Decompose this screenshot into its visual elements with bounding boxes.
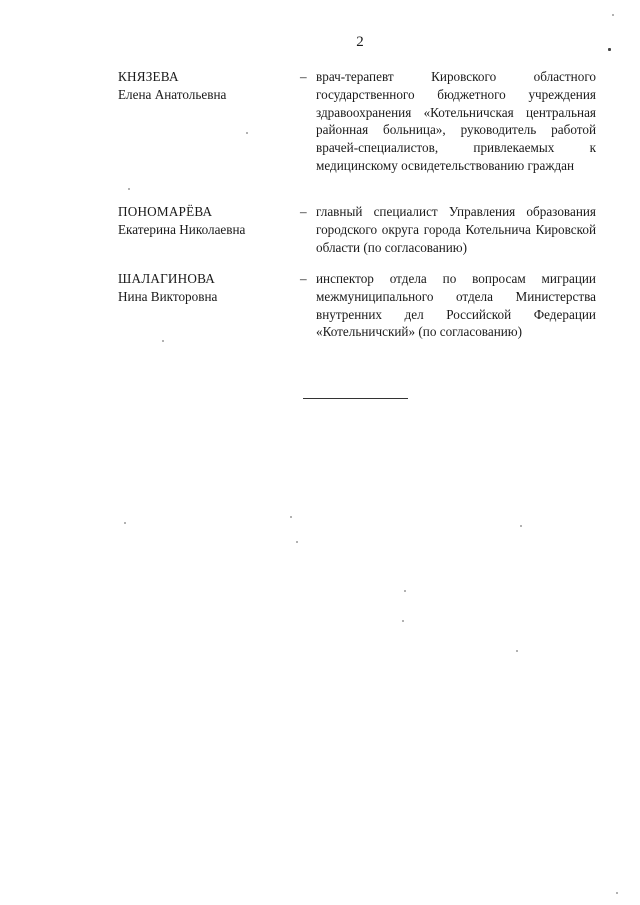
end-of-list-divider bbox=[303, 398, 408, 399]
member-given-names: Елена Анатольевна bbox=[118, 86, 227, 102]
member-given-names: Нина Викторовна bbox=[118, 288, 218, 304]
member-surname: ПОНОМАРЁВА bbox=[118, 204, 213, 219]
scan-speck bbox=[612, 14, 614, 16]
dash-separator: – bbox=[300, 204, 307, 219]
member-name bbox=[118, 68, 298, 104]
scan-speck bbox=[246, 132, 248, 134]
member-name bbox=[118, 270, 298, 306]
scan-speck bbox=[162, 340, 164, 342]
scan-speck bbox=[128, 188, 130, 190]
dash-separator: – bbox=[300, 69, 307, 84]
member-entry-kniazeva bbox=[118, 68, 600, 188]
member-surname: КНЯЗЕВА bbox=[118, 69, 179, 84]
scan-speck bbox=[124, 522, 126, 524]
member-description: врач-терапевт Кировского областного государственного бюджетного учреждения здравоохранения «Котельничская центральная районная больница», руководитель работой врачей-специалистов, привлекаемых к медицинскому освидетельствованию граждан bbox=[316, 69, 596, 173]
member-description: инспектор отдела по вопросам миграции межмуниципального отдела Министерства внутренних дел Российской Федерации «Котельничский» (по согласованию) bbox=[316, 271, 596, 340]
member-given-names: Екатерина Николаевна bbox=[118, 221, 246, 237]
member-entry-shalaginova bbox=[118, 270, 600, 345]
scan-speck bbox=[516, 650, 518, 652]
scan-speck bbox=[520, 525, 522, 527]
scan-speck bbox=[290, 516, 292, 518]
member-surname: ШАЛАГИНОВА bbox=[118, 271, 215, 286]
page-number: 2 bbox=[356, 34, 364, 50]
scan-speck bbox=[616, 892, 618, 894]
member-description: главный специалист Управления образования городского округа города Котельнича Кировской области (по согласованию) bbox=[316, 204, 596, 255]
member-name bbox=[118, 203, 298, 239]
scan-speck bbox=[296, 541, 298, 543]
dash-separator: – bbox=[300, 271, 307, 286]
member-entry-ponomareva bbox=[118, 203, 600, 263]
scan-speck bbox=[608, 48, 611, 51]
scan-speck bbox=[402, 620, 404, 622]
scan-speck bbox=[404, 590, 406, 592]
